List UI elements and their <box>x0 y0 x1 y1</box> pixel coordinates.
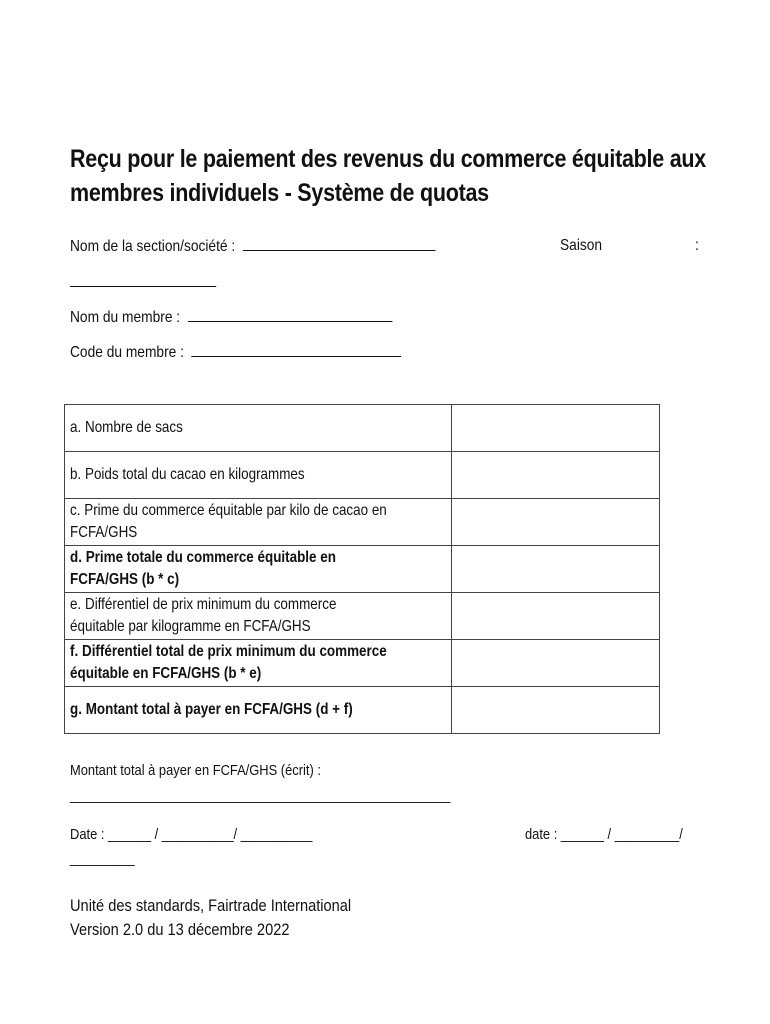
table-row-value-cell[interactable] <box>452 405 660 452</box>
member-name-field <box>70 307 392 328</box>
table-row <box>65 687 660 734</box>
table-row <box>65 593 660 640</box>
table-row-value-cell[interactable] <box>452 593 660 640</box>
section-field <box>70 236 435 257</box>
member-code-input-line[interactable] <box>191 342 401 357</box>
member-code-field <box>70 342 401 363</box>
table-row-label-cell <box>65 499 452 546</box>
saison-input-line[interactable] <box>70 272 216 287</box>
member-name-input-line[interactable] <box>187 307 392 322</box>
member-code-label: Code du membre : <box>70 344 184 361</box>
form-title-line-1: Reçu pour le paiement des revenus du commerce équitable aux <box>70 145 706 173</box>
form-title-line-2: membres individuels - Système de quotas <box>70 179 489 207</box>
amount-written-line[interactable]: _____________________________________________________ <box>70 787 451 804</box>
table-row-label-cell <box>65 687 452 734</box>
table-row-label-cell <box>65 405 452 452</box>
footer <box>70 894 351 942</box>
section-label: Nom de la section/société : <box>70 238 236 255</box>
table-row-label: a. Nombre de sacs <box>70 419 183 436</box>
section-input-line[interactable] <box>242 236 435 251</box>
table-row <box>65 405 660 452</box>
amount-written-label: Montant total à payer en FCFA/GHS (écrit) : <box>70 762 321 779</box>
table-row-label-cell <box>65 640 452 687</box>
table-row-label-cell <box>65 452 452 499</box>
date-left[interactable]: Date : ______ / __________/ __________ <box>70 826 313 843</box>
table-row-label-cell <box>65 546 452 593</box>
table-row-label: g. Montant total à payer en FCFA/GHS (d + f) <box>70 701 353 718</box>
table-row <box>65 452 660 499</box>
table-row-label: e. Différentiel de prix minimum du commerce équitable par kilogramme en FCFA/GHS <box>70 596 337 635</box>
table-row-label: b. Poids total du cacao en kilogrammes <box>70 466 305 483</box>
footer-line-2: Version 2.0 du 13 décembre 2022 <box>70 920 290 939</box>
table-row-label: f. Différentiel total de prix minimum du commerce équitable en FCFA/GHS (b * e) <box>70 643 387 682</box>
payment-table <box>64 404 660 734</box>
date-left-continuation[interactable]: _________ <box>70 850 135 867</box>
table-row-label: d. Prime totale du commerce équitable en FCFA/GHS (b * c) <box>70 549 336 588</box>
date-right[interactable]: date : ______ / _________/ <box>525 826 683 843</box>
table-row-value-cell[interactable] <box>452 499 660 546</box>
saison-label: Saison <box>560 237 603 254</box>
saison-colon: : <box>695 237 699 254</box>
footer-line-1: Unité des standards, Fairtrade International <box>70 896 352 915</box>
member-name-label: Nom du membre : <box>70 309 181 326</box>
table-row <box>65 546 660 593</box>
saison-input-line-wrap <box>70 272 216 293</box>
table-row-value-cell[interactable] <box>452 687 660 734</box>
table-row-value-cell[interactable] <box>452 452 660 499</box>
table-row <box>65 640 660 687</box>
table-row-value-cell[interactable] <box>452 546 660 593</box>
table-row-label: c. Prime du commerce équitable par kilo de cacao en FCFA/GHS <box>70 502 387 541</box>
table-row-value-cell[interactable] <box>452 640 660 687</box>
table-row-label-cell <box>65 593 452 640</box>
table-row <box>65 499 660 546</box>
form-title <box>70 142 724 210</box>
